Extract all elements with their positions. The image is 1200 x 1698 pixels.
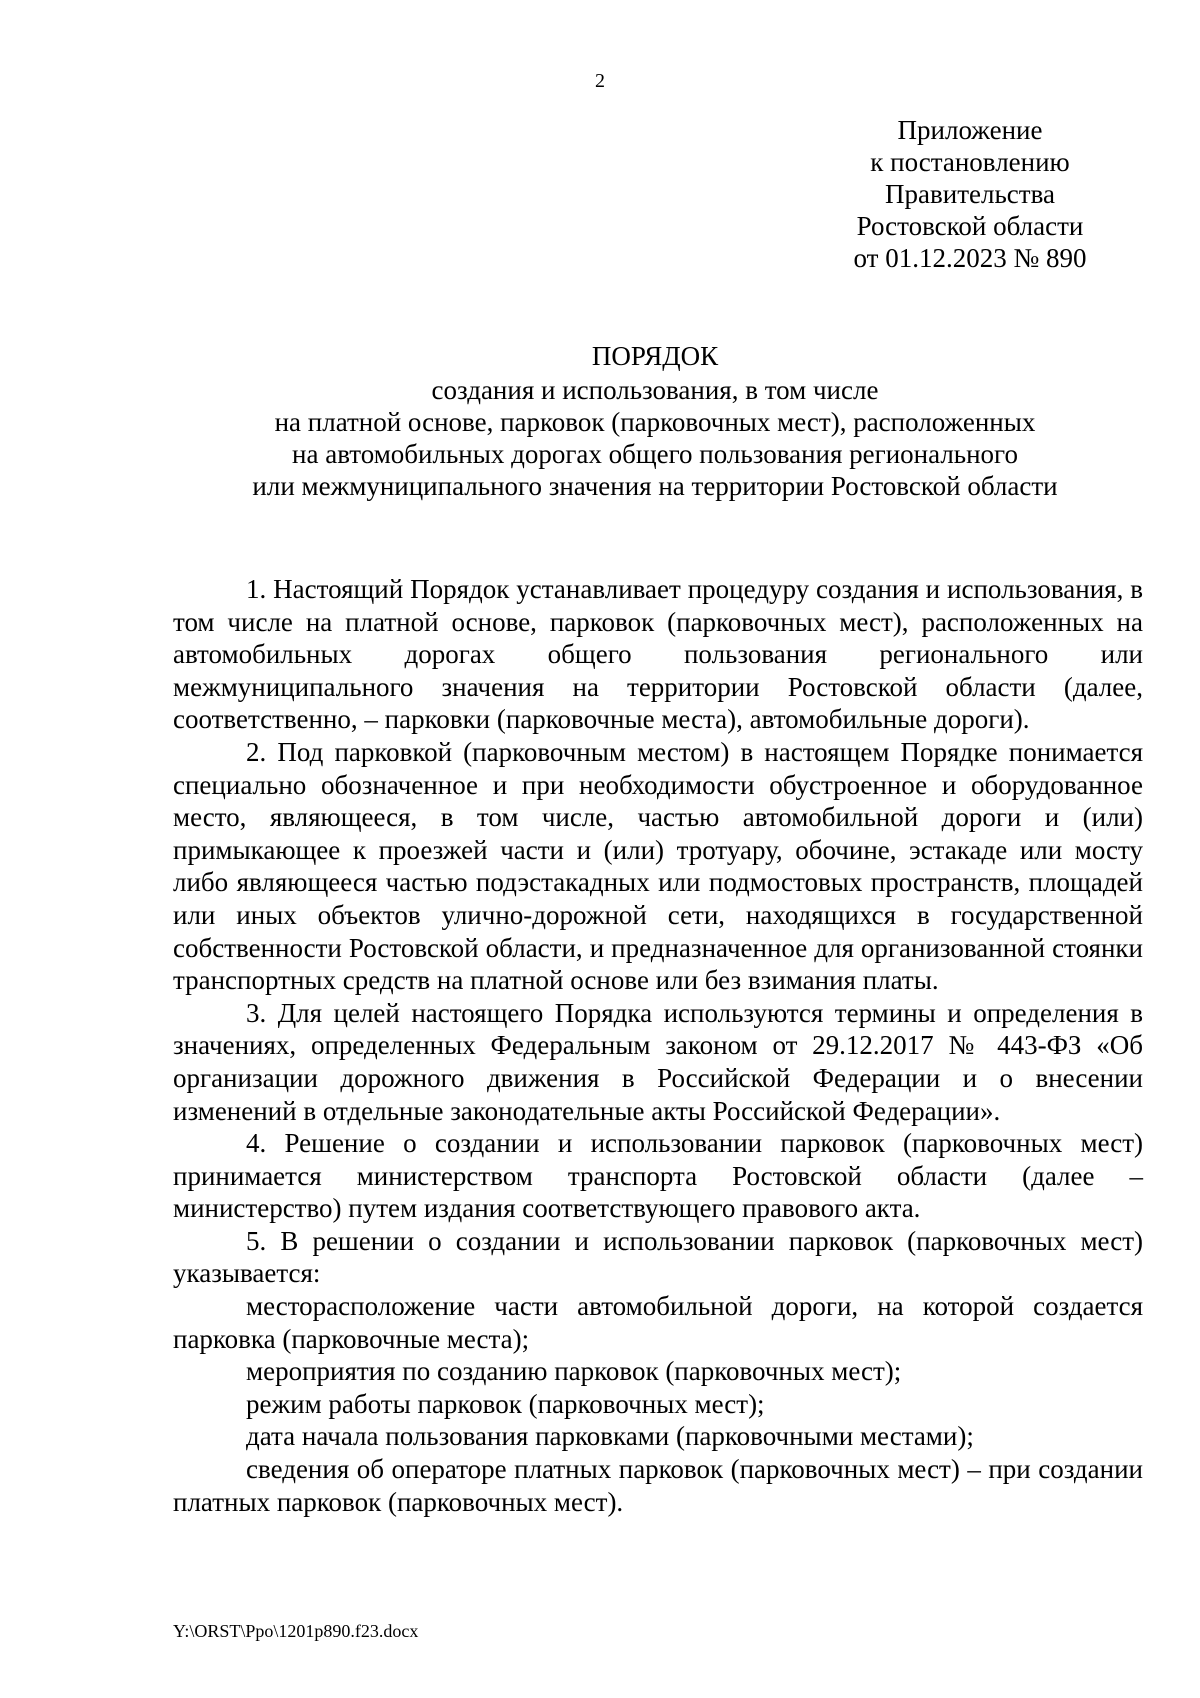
list-item-operator: сведения об операторе платных парковок (парковочных мест) – при создании платных парковок (парковочных мест). [173,1454,1143,1517]
title-line: на платной основе, парковок (парковочных мест), расположенных [274,407,1036,437]
appendix-line: Ростовской области [856,211,1084,241]
paragraph-2: 2. Под парковкой (парковочным местом) в настоящем Порядке понимается специально обозначенное и при необходимости обустроенное и оборудованное место, являющееся, в том числе, частью автомобильной дороги и (или) примыкающее к проезжей части и (или) тротуару, обочине, эстакаде или мосту либо являющееся частью подэстакадных или подмостовых пространств, площадей или иных объектов улично-дорожной сети, находящихся в государственной собственности Ростовской области, и предназначенное для организованной стоянки транспортных средств на платной основе или без взимания платы. [173,736,1143,996]
paragraph-1: 1. Настоящий Порядок устанавливает процедуру создания и использования, в том числе на платной основе, парковок (парковочных мест), расположенных на автомобильных дорогах общего пользования регионального или межмуниципального значения на территории Ростовской области (далее, соответственно, – парковки (парковочные места), автомобильные дороги). [173,574,1143,735]
paragraph-5: 5. В решении о создании и использовании парковок (парковочных мест) указывается: [173,1225,1143,1289]
title-heading: ПОРЯДОК [591,341,719,371]
paragraph-3: 3. Для целей настоящего Порядка используются термины и определения в значениях, определенных Федеральным законом от 29.12.2017 № 443-ФЗ «Об организации дорожного движения в Российской Федерации и о внесении изменений в отдельные законодательные акты Российской Федерации». [173,997,1143,1126]
title-line: или межмуниципального значения на территории Ростовской области [252,471,1058,501]
title-line: на автомобильных дорогах общего пользования регионального [292,439,1018,469]
appendix-block [795,114,1145,274]
title-line: создания и использования, в том числе [431,375,879,405]
appendix-line: к постановлению [870,147,1070,177]
paragraph-4: 4. Решение о создании и использовании парковок (парковочных мест) принимается министерством транспорта Ростовской области (далее – министерство) путем издания соответствующего правового акта. [173,1128,1143,1224]
footer-file-path: Y:\ORST\Ppo\1201p890.f23.docx [173,1621,419,1641]
document-body [173,573,1143,1518]
list-item-measures: мероприятия по созданию парковок (парковочных мест); [246,1356,902,1387]
page-number: 2 [595,70,605,92]
list-item-location: месторасположение части автомобильной дороги, на которой создается парковка (парковочные места); [173,1291,1143,1354]
list-item-start-date: дата начала пользования парковками (парковочными местами); [246,1421,974,1452]
list-item-schedule: режим работы парковок (парковочных мест); [246,1388,765,1419]
appendix-line: от 01.12.2023 № 890 [853,243,1087,273]
appendix-line: Правительства [885,179,1055,209]
document-title [170,340,1140,502]
appendix-line: Приложение [897,115,1043,145]
